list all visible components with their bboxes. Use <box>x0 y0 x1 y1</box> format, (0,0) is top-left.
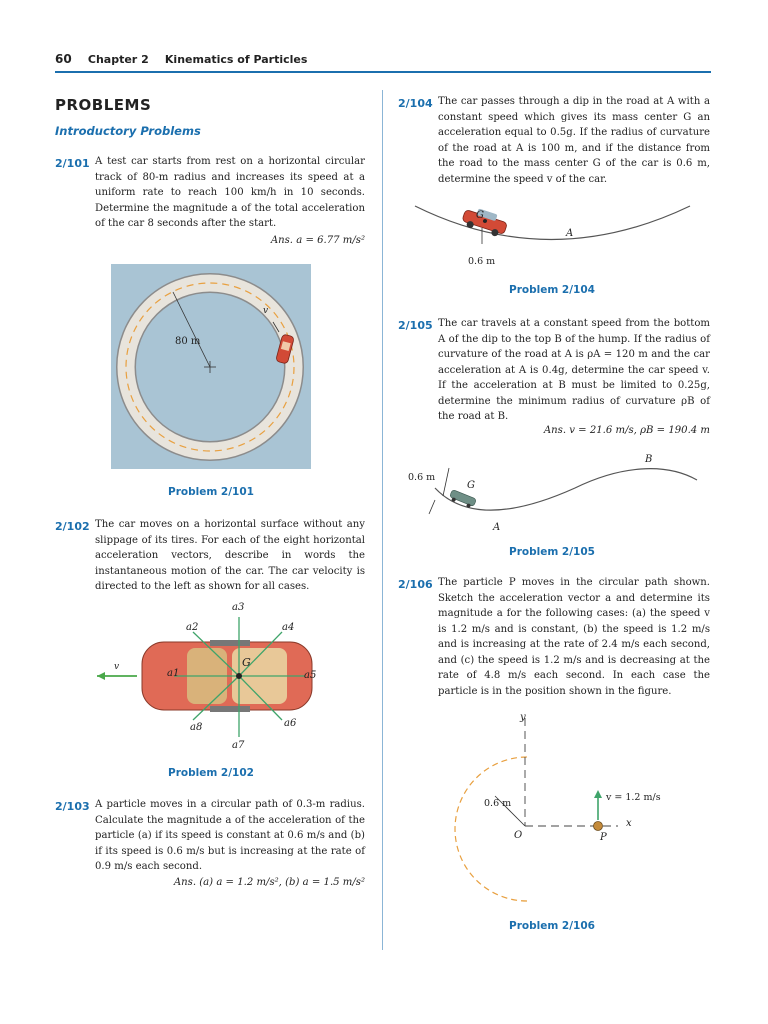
problem-number: 2/101 <box>55 157 90 170</box>
particle-p <box>594 822 603 831</box>
problem-number: 2/104 <box>398 97 433 110</box>
mass-center-dot <box>236 673 242 679</box>
problem-number: 2/103 <box>55 800 90 813</box>
label-a: A <box>566 228 574 239</box>
column-divider <box>382 90 383 950</box>
section-title: PROBLEMS <box>55 96 152 114</box>
problem-text: The car moves on a horizontal surface without any slippage of its tires. For each of the eight horizontal acceleration vectors, describe in words the instantaneous motion of the car. The car velocity is directed to the left as shown for all cases. <box>95 519 365 592</box>
figure-2-104 <box>410 198 700 273</box>
label-x: x <box>626 818 632 829</box>
chapter-label: Chapter 2 <box>87 53 149 66</box>
label-p: P <box>600 832 607 843</box>
height-line-lower <box>429 500 435 514</box>
velocity-arrowhead <box>594 790 602 798</box>
label-g: G <box>242 656 251 669</box>
velocity-label: v <box>263 306 269 316</box>
figure-2-105 <box>405 450 705 540</box>
road-curve <box>415 206 690 240</box>
problem-text: The car passes through a dip in the road at A with a constant speed which gives its mass center G an acceleration equal to 0.5g. If the radius of curvature of the road at A is 100 m, and if the distance from the road to the mass center G of the car is 0.6 m, determine the speed v of the car. <box>438 96 710 185</box>
figure-caption: Problem 2/102 <box>168 767 254 779</box>
answer: Ans. v = 21.6 m/s, ρB = 190.4 m <box>543 425 710 436</box>
height-line <box>443 468 449 496</box>
label-a2: a2 <box>186 622 199 633</box>
answer: Ans. a = 6.77 m/s² <box>270 235 365 246</box>
figure-2-101 <box>111 264 311 469</box>
label-g: G <box>467 480 475 491</box>
label-b: B <box>645 454 653 465</box>
car-rear-wheel <box>210 640 250 646</box>
label-a1: a1 <box>167 668 180 679</box>
answer: Ans. (a) a = 1.2 m/s², (b) a = 1.5 m/s² <box>173 877 365 888</box>
figure-caption: Problem 2/105 <box>509 546 595 558</box>
label-o: O <box>514 830 523 841</box>
chapter-title: Kinematics of Particles <box>164 53 308 66</box>
problem-number: 2/106 <box>398 578 433 591</box>
label-a4: a4 <box>282 622 295 633</box>
label-a: A <box>493 522 501 533</box>
figure-2-102 <box>92 600 332 760</box>
header-rule <box>55 71 711 73</box>
label-height: 0.6 m <box>408 472 436 483</box>
radius-line <box>173 292 210 367</box>
label-a6: a6 <box>284 718 297 729</box>
circular-path <box>455 757 527 901</box>
label-y: y <box>520 712 526 723</box>
figure-caption: Problem 2/101 <box>168 486 254 498</box>
problem-text: A particle moves in a circular path of 0.3-m radius. Calculate the magnitude a of the acceleration of the particle (a) if its speed is constant at 0.6 m/s and (b) if its speed is 0.6 m/s but is increasing at the rate of 0.9 m/s each second. <box>95 799 365 872</box>
running-header <box>55 52 710 72</box>
label-velocity: v = 1.2 m/s <box>606 792 661 803</box>
page-number: 60 <box>55 52 72 66</box>
velocity-arrowhead <box>97 672 105 680</box>
label-a3: a3 <box>232 602 245 613</box>
problem-text: The car travels at a constant speed from the bottom A of the dip to the top B of the hump. If the radius of curvature of the road at A is ρA = 120 m and the car acceleration at A is 0.4g, determine the car speed v. If the acceleration at B must be limited to 0.25g, determine the minimum radius of curvature ρB of the road at B. <box>438 318 710 422</box>
figure-caption: Problem 2/106 <box>509 920 595 932</box>
label-radius: 0.6 m <box>484 798 512 809</box>
car-icon <box>461 205 509 239</box>
section-subtitle: Introductory Problems <box>55 124 201 138</box>
label-a8: a8 <box>190 722 203 733</box>
figure-2-106 <box>448 712 678 922</box>
figure-caption: Problem 2/104 <box>509 284 595 296</box>
problem-number: 2/105 <box>398 319 433 332</box>
label-g: G <box>476 210 484 221</box>
label-v: v <box>114 662 120 672</box>
car-front-wheel <box>210 706 250 712</box>
problem-text: A test car starts from rest on a horizontal circular track of 80-m radius and increases its speed at a uniform rate to reach 100 km/h in 10 seconds. Determine the magnitude a of the total acceleration of the car 8 seconds after the start. <box>95 156 365 229</box>
label-a7: a7 <box>232 740 245 751</box>
radius-label: 80 m <box>175 336 201 347</box>
label-height: 0.6 m <box>468 256 496 267</box>
problem-number: 2/102 <box>55 520 90 533</box>
label-a5: a5 <box>304 670 317 681</box>
problem-text: The particle P moves in the circular path shown. Sketch the acceleration vector a and determine its magnitude a for the following cases: (a) the speed v is 1.2 m/s and is constant, (b) the speed is 1.2 m/s and is increasing at the rate of 2.4 m/s each second, and (c) the speed is 1.2 m/s and is decreasing at the rate of 4.8 m/s each second. In each case the particle is in the position shown in the figure. <box>438 577 710 697</box>
